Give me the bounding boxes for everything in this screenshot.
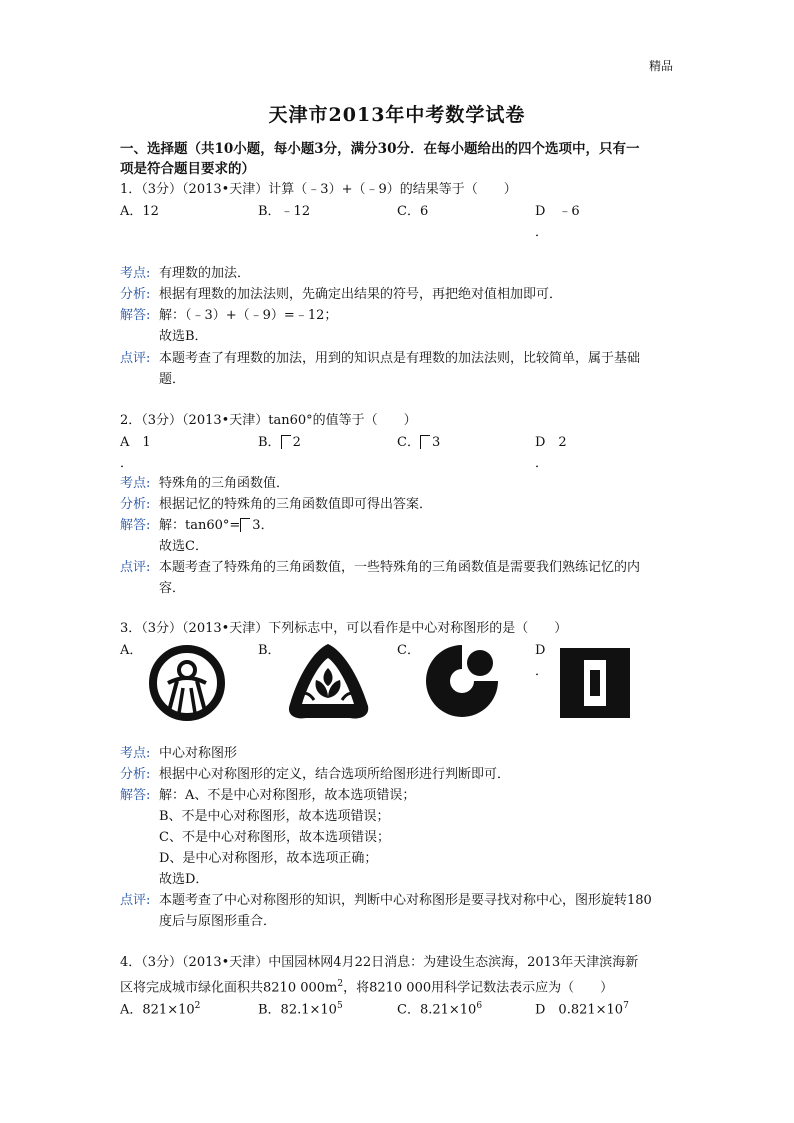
q3-fenxi-label: 分析:	[120, 767, 151, 782]
logo-c-image	[422, 641, 502, 721]
q4-option-d-text: D 0.821×10	[535, 1002, 624, 1018]
q3-kaodian-label: 考点:	[120, 746, 151, 761]
q3-option-b: B．	[258, 643, 281, 658]
q1-kaodian-label: 考点:	[120, 266, 151, 281]
q2-jieda-line1	[159, 517, 274, 535]
q1-option-a: A．12	[120, 204, 159, 219]
q3-dianping-label: 点评:	[120, 893, 151, 908]
q3-option-d-dot: ．	[535, 664, 549, 679]
q1-option-d: D ﹣6	[535, 204, 580, 219]
q4-option-b-exp: 5	[336, 1001, 343, 1011]
q3-option-c: C．	[397, 643, 420, 658]
q4-stem-line1: 4．（3分）（2013•天津）中国园林网4月22日消息：为建设生态滨海，2013年天津滨海新	[120, 955, 639, 970]
corner-label: 精品	[649, 59, 674, 73]
q1-option-b: B．﹣12	[258, 204, 311, 219]
q1-jieda-line1: 解：（﹣3）+（﹣9）=﹣12；	[159, 308, 338, 323]
q3-option-d: D	[535, 643, 546, 658]
q2-jieda-line2: 故选C．	[159, 539, 208, 554]
q3-dianping-line2: 度后与原图形重合．	[159, 914, 277, 929]
q1-option-d-dot: ．	[535, 225, 549, 240]
logo-d-image	[560, 648, 630, 718]
q1-stem: 1．（3分）（2013•天津）计算（﹣3）+（﹣9）的结果等于（ ）	[120, 182, 517, 197]
q2-kaodian-label: 考点:	[120, 476, 151, 491]
q2-jieda-prefix: 解：tan60°=	[159, 518, 241, 533]
q1-fenxi-label: 分析:	[120, 287, 151, 302]
q2-dianping-line1: 本题考查了特殊角的三角函数值，一些特殊角的三角函数值是需要我们熟练记忆的内	[159, 560, 641, 575]
q2-jieda-label: 解答:	[120, 518, 151, 533]
q3-stem: 3．（3分）（2013•天津）下列标志中，可以看作是中心对称图形的是（ ）	[120, 621, 568, 636]
q4-option-c-text: C．8.21×10	[397, 1002, 477, 1018]
q2-option-a: A 1	[120, 435, 151, 450]
q3-jieda-label: 解答:	[120, 788, 151, 803]
logo-b-image	[284, 640, 372, 724]
q2-stem: 2．（3分）（2013•天津）tan60°的值等于（ ）	[120, 413, 417, 428]
logo-a-image	[146, 643, 228, 723]
q2-option-b	[258, 434, 301, 452]
q4-option-c-exp: 6	[476, 1001, 483, 1011]
q3-kaodian: 中心对称图形	[159, 746, 238, 761]
q4-option-a-text: A．821×10	[120, 1002, 195, 1018]
q4-option-d-exp: 7	[623, 1001, 629, 1011]
q4-stem-sup: 2	[337, 979, 344, 989]
page-title: 天津市2013年中考数学试卷	[268, 104, 526, 126]
q1-fenxi: 根据有理数的加法法则，先确定出结果的符号，再把绝对值相加即可．	[159, 287, 563, 302]
q2-option-c-label: C．	[397, 435, 420, 450]
q1-jieda-label: 解答:	[120, 308, 151, 323]
section-heading-line2: 项是符合题目要求的）	[120, 161, 255, 177]
q4-stem-part2: ，将8210 000用科学记数法表示应为（ ）	[343, 980, 614, 996]
q4-option-b-text: B．82.1×10	[258, 1002, 337, 1018]
q2-option-b-radical: 2	[281, 434, 301, 452]
q2-option-a-dot: ．	[120, 456, 134, 471]
q4-option-d	[535, 997, 629, 1019]
q2-fenxi-label: 分析:	[120, 497, 151, 512]
q3-dianping-line1: 本题考查了中心对称图形的知识，判断中心对称图形是要寻找对称中心，图形旋转180	[159, 893, 652, 908]
q2-option-d: D 2	[535, 435, 567, 450]
q2-option-d-dot: ．	[535, 456, 549, 471]
q2-dianping-label: 点评:	[120, 560, 151, 575]
q3-jieda-line3: C、不是中心对称图形，故本选项错误；	[159, 830, 390, 845]
q1-kaodian: 有理数的加法．	[159, 266, 251, 281]
q4-option-a-exp: 2	[194, 1001, 201, 1011]
q2-option-c	[397, 434, 440, 452]
q1-jieda-line2: 故选B．	[159, 329, 208, 344]
q4-stem-part1: 区将完成城市绿化面积共8210 000m	[120, 980, 338, 996]
q1-option-c: C．6	[397, 204, 429, 219]
q2-jieda-radical: 3	[240, 517, 260, 535]
q2-dianping-line2: 容．	[159, 581, 186, 596]
q4-option-c	[397, 997, 482, 1019]
q1-dianping-line2: 题．	[159, 372, 186, 387]
q3-option-a: A．	[120, 643, 143, 658]
q2-option-c-radical: 3	[420, 434, 440, 452]
q1-dianping-line1: 本题考查了有理数的加法，用到的知识点是有理数的加法法则，比较简单，属于基础	[159, 351, 641, 366]
q2-option-b-label: B．	[258, 435, 281, 450]
q4-stem-line2	[120, 975, 613, 997]
q3-jieda-line5: 故选D．	[159, 872, 209, 887]
q3-jieda-line4: D、是中心对称图形，故本选项正确；	[159, 851, 378, 866]
q4-option-a	[120, 997, 200, 1019]
q3-jieda-line1: 解：A、不是中心对称图形，故本选项错误；	[159, 788, 416, 803]
q4-option-b	[258, 997, 343, 1019]
q2-kaodian: 特殊角的三角函数值．	[159, 476, 290, 491]
q2-fenxi: 根据记忆的特殊角的三角函数值即可得出答案．	[159, 497, 433, 512]
section-heading-line1: 一、选择题（共10小题，每小题3分，满分30分．在每小题给出的四个选项中，只有一	[120, 141, 640, 157]
q3-fenxi: 根据中心对称图形的定义，结合选项所给图形进行判断即可．	[159, 767, 511, 782]
q1-dianping-label: 点评:	[120, 351, 151, 366]
q3-jieda-line2: B、不是中心对称图形，故本选项错误；	[159, 809, 390, 824]
q2-jieda-suffix: ．	[260, 518, 274, 533]
